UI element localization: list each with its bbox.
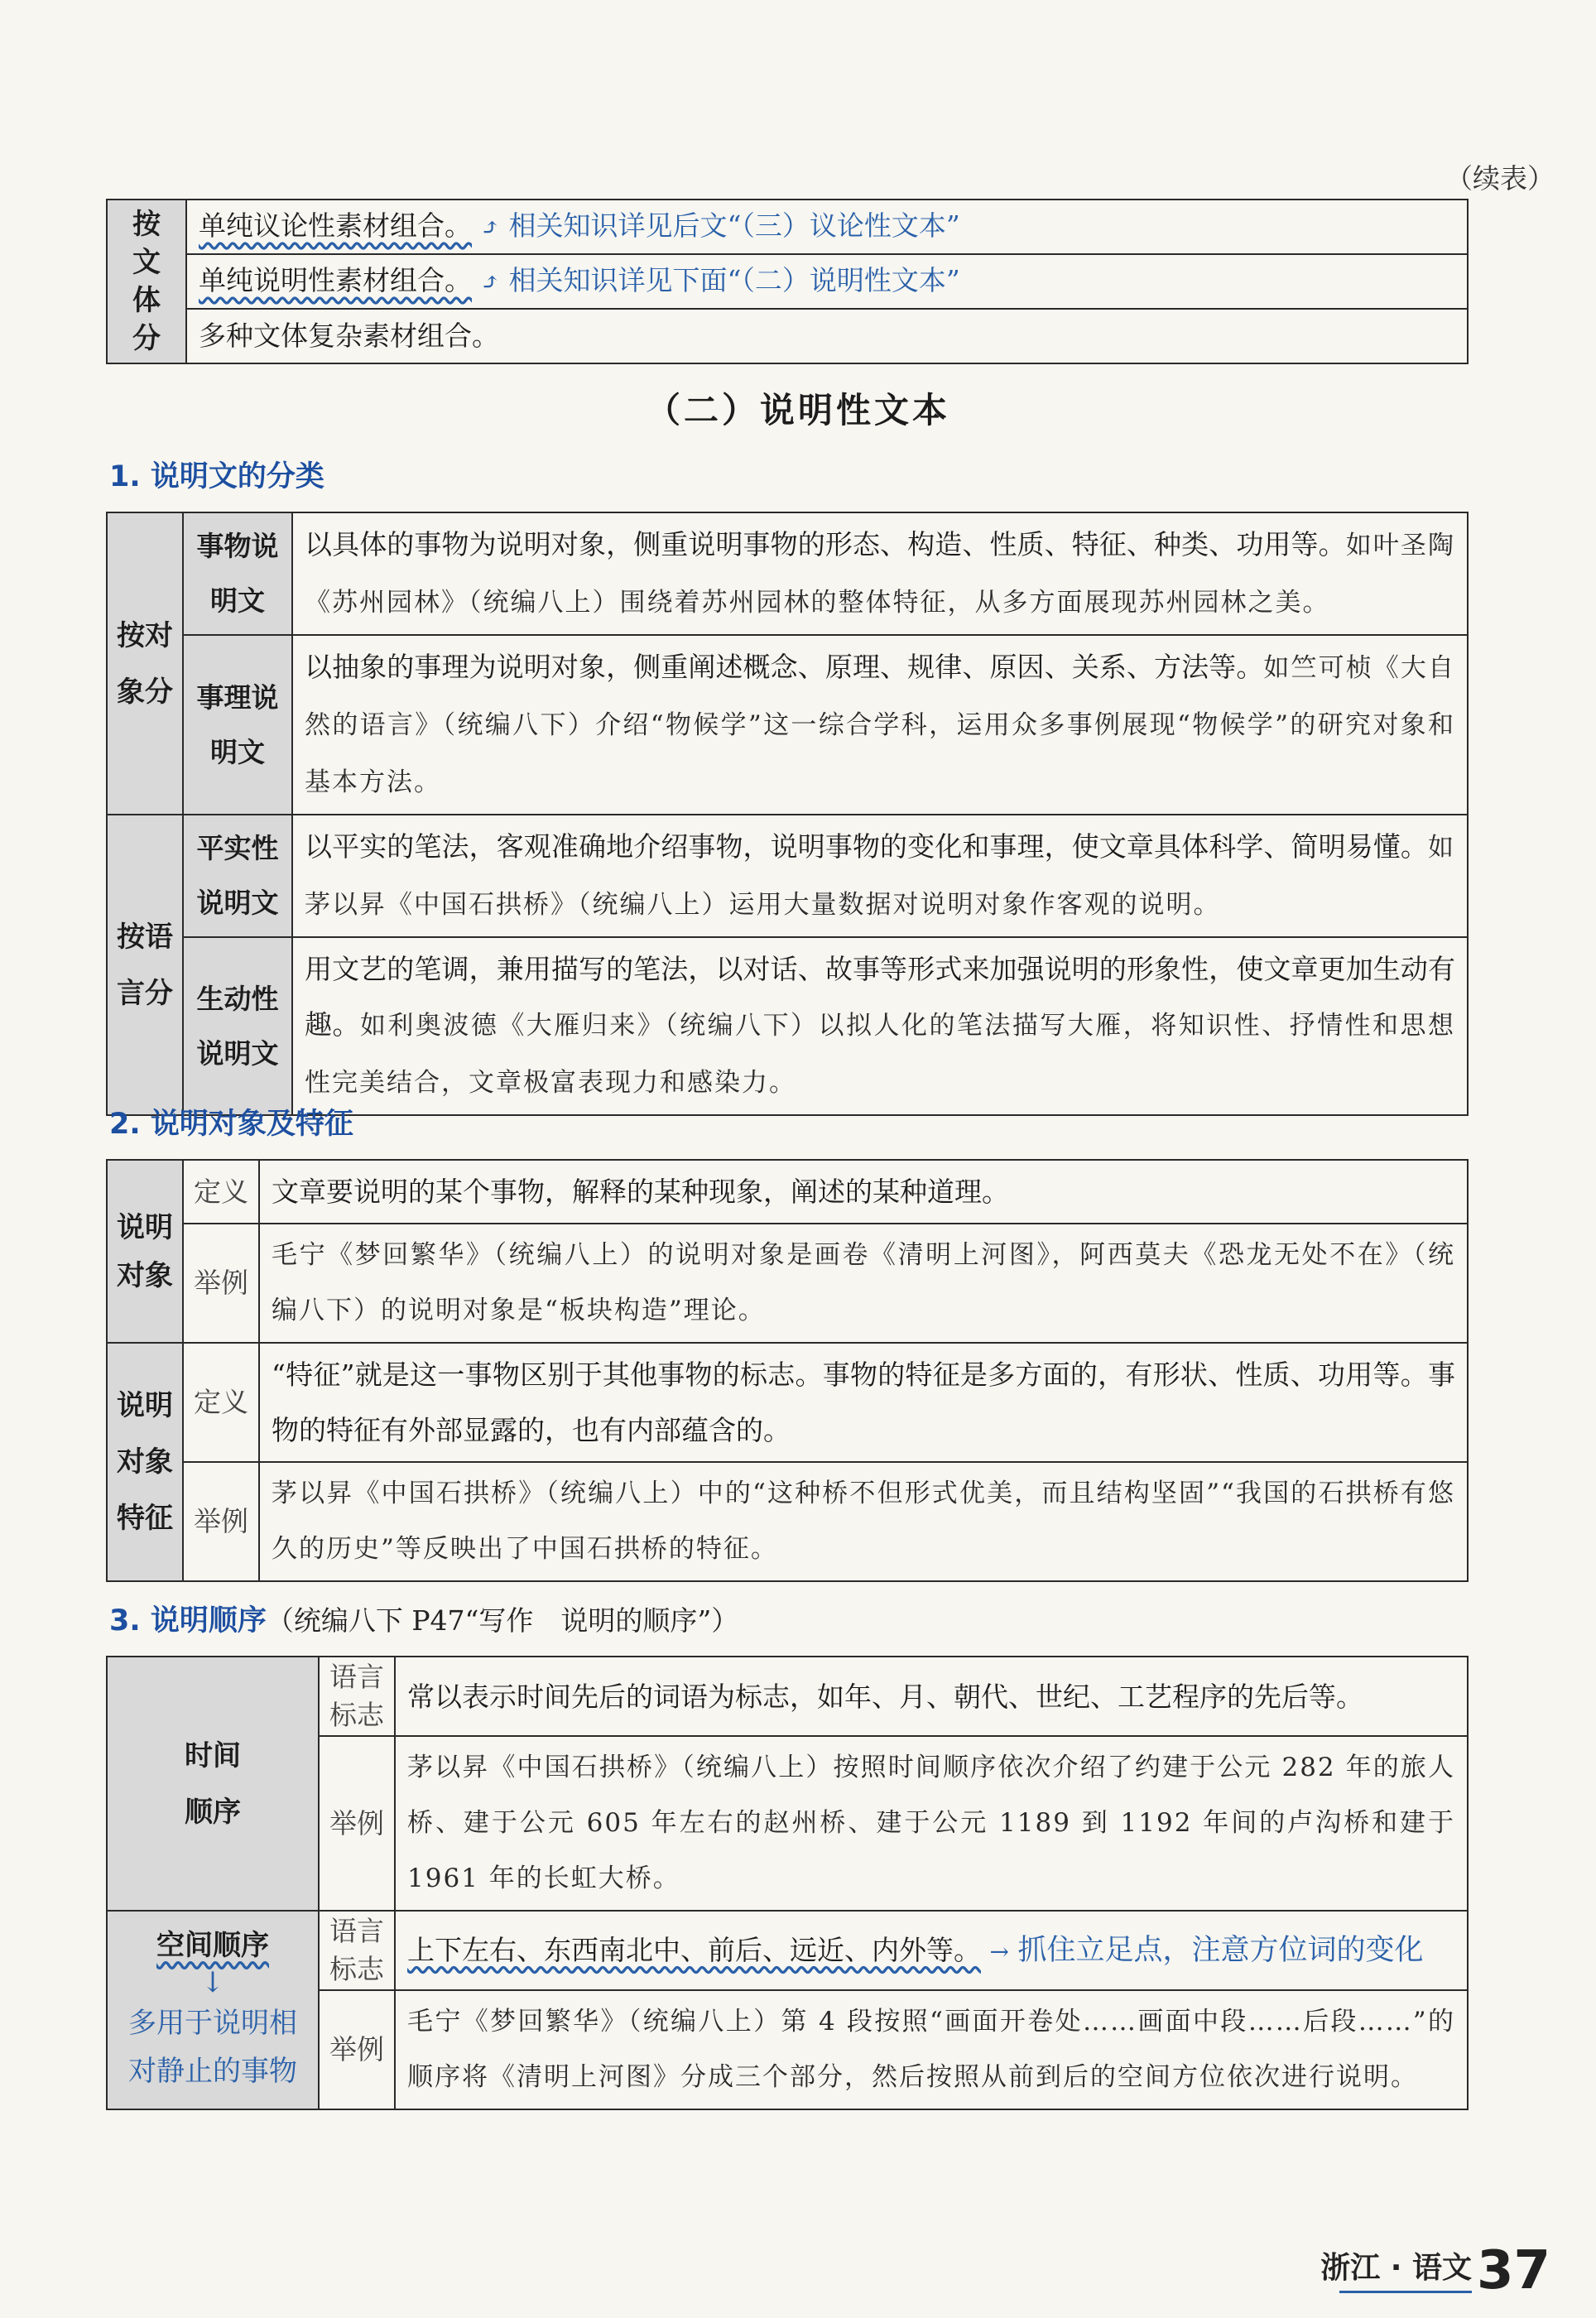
row-content: “特征”就是这一事物区别于其他事物的标志。事物的特征是多方面的，有形状、性质、功用等。事物的特征有外部显露的，也有内部蕴含的。 bbox=[259, 1343, 1468, 1462]
row-content: 以抽象的事理为说明对象，侧重阐述概念、原理、规律、原因、关系、方法等。如竺可桢《大自然的语言》（统编八下）介绍“物候学”这一综合学科，运用众多事例展现“物候学”的研究对象和基本方法。 bbox=[292, 635, 1468, 815]
classification-table bbox=[106, 512, 1469, 1116]
group-header: 说明对象 bbox=[107, 1160, 183, 1343]
row-label: 举例 bbox=[183, 1224, 259, 1343]
row-content: 茅以昇《中国石拱桥》（统编八上）中的“这种桥不但形式优美，而且结构坚固”“我国的石拱桥有悠久的历史”等反映出了中国石拱桥的特征。 bbox=[259, 1462, 1468, 1581]
arrow-icon: → bbox=[989, 1937, 1009, 1965]
row-label: 语言标志 bbox=[319, 1911, 395, 1990]
page-number: 37 bbox=[1476, 2240, 1550, 2301]
text-type-header: 按文体分 bbox=[107, 200, 186, 363]
s2-title: 2. 说明对象及特征 bbox=[109, 1108, 353, 1141]
group-header: 说明对象特征 bbox=[107, 1343, 183, 1581]
footer-underline bbox=[1339, 2291, 1472, 2293]
footer-subject: 浙江 · 语文 bbox=[1320, 2251, 1472, 2285]
row-content: 用文艺的笔调，兼用描写的笔法，以对话、故事等形式来加强说明的形象性，使文章更加生动有趣。如利奥波德《大雁归来》（统编八下）以拟人化的笔法描写大雁，将知识性、抒情性和思想性完美结合，文章极富表现力和感染力。 bbox=[292, 937, 1468, 1115]
s3-title-rest: （统编八下 P47“写作 说明的顺序”） bbox=[266, 1604, 739, 1637]
group-header: 时间顺序 bbox=[107, 1657, 319, 1911]
row-label: 举例 bbox=[183, 1462, 259, 1581]
object-feature-table bbox=[106, 1159, 1469, 1582]
row-label: 语言标志 bbox=[319, 1657, 395, 1736]
s1-title: 1. 说明文的分类 bbox=[109, 460, 324, 493]
arrow-icon: ⤴ bbox=[480, 268, 500, 296]
order-table bbox=[106, 1656, 1469, 2110]
row-content: 文章要说明的某个事物，解释的某种现象，阐述的某种道理。 bbox=[259, 1160, 1468, 1224]
row-label: 事物说明文 bbox=[183, 512, 292, 635]
text-type-table bbox=[106, 199, 1469, 364]
row-label: 举例 bbox=[319, 1736, 395, 1911]
row-label: 平实性说明文 bbox=[183, 815, 292, 937]
row-label: 定义 bbox=[183, 1160, 259, 1224]
row-label: 举例 bbox=[319, 1990, 395, 2109]
text-type-row: 多种文体复杂素材组合。 bbox=[186, 309, 1468, 363]
group-header: 空间顺序 ↓ 多用于说明相对静止的事物 bbox=[107, 1911, 319, 2109]
s3-title: 3. 说明顺序（统编八下 P47“写作 说明的顺序”） bbox=[109, 1604, 739, 1638]
row-label: 事理说明文 bbox=[183, 635, 292, 815]
row-content: 茅以昇《中国石拱桥》（统编八上）按照时间顺序依次介绍了约建于公元 282 年的旅人桥、建于公元 605 年左右的赵州桥、建于公元 1189 到 1192 年间的卢沟桥和建于 1961 年的长虹大桥。 bbox=[395, 1736, 1468, 1911]
group-note: 多用于说明相对静止的事物 bbox=[128, 2007, 297, 2088]
arrow-icon: ⤴ bbox=[480, 214, 500, 241]
row-content: 毛宁《梦回繁华》（统编八上）第 4 段按照“画面开卷处……画面中段……后段……”的顺序将《清明上河图》分成三个部分，然后按照从前到后的空间方位依次进行说明。 bbox=[395, 1990, 1468, 2109]
down-arrow-icon: ↓ bbox=[200, 1966, 225, 1999]
continued-label: （续表） bbox=[1445, 162, 1555, 195]
row-label: 定义 bbox=[183, 1343, 259, 1462]
row-label: 生动性说明文 bbox=[183, 937, 292, 1115]
row-content: 常以表示时间先后的词语为标志，如年、月、朝代、世纪、工艺程序的先后等。 bbox=[395, 1657, 1468, 1736]
group-header: 按语言分 bbox=[107, 815, 183, 1115]
row-content: 以具体的事物为说明对象，侧重说明事物的形态、构造、性质、特征、种类、功用等。如叶圣陶《苏州园林》（统编八上）围绕着苏州园林的整体特征，从多方面展现苏州园林之美。 bbox=[292, 512, 1468, 635]
text-type-row: 单纯议论性素材组合。 ⤴ 相关知识详见后文“（三）议论性文本” bbox=[186, 200, 1468, 254]
row-content: 上下左右、东西南北中、前后、远近、内外等。 → 抓住立足点，注意方位词的变化 bbox=[395, 1911, 1468, 1990]
text-type-row: 单纯说明性素材组合。 ⤴ 相关知识详见下面“（二）说明性文本” bbox=[186, 254, 1468, 309]
row-content: 毛宁《梦回繁华》（统编八上）的说明对象是画卷《清明上河图》，阿西莫夫《恐龙无处不在》（统编八下）的说明对象是“板块构造”理论。 bbox=[259, 1224, 1468, 1343]
row-content: 以平实的笔法，客观准确地介绍事物，说明事物的变化和事理，使文章具体科学、简明易懂。如茅以昇《中国石拱桥》（统编八上）运用大量数据对说明对象作客观的说明。 bbox=[292, 815, 1468, 937]
section-title: （二）说明性文本 bbox=[645, 390, 950, 430]
group-header: 按对象分 bbox=[107, 512, 183, 815]
